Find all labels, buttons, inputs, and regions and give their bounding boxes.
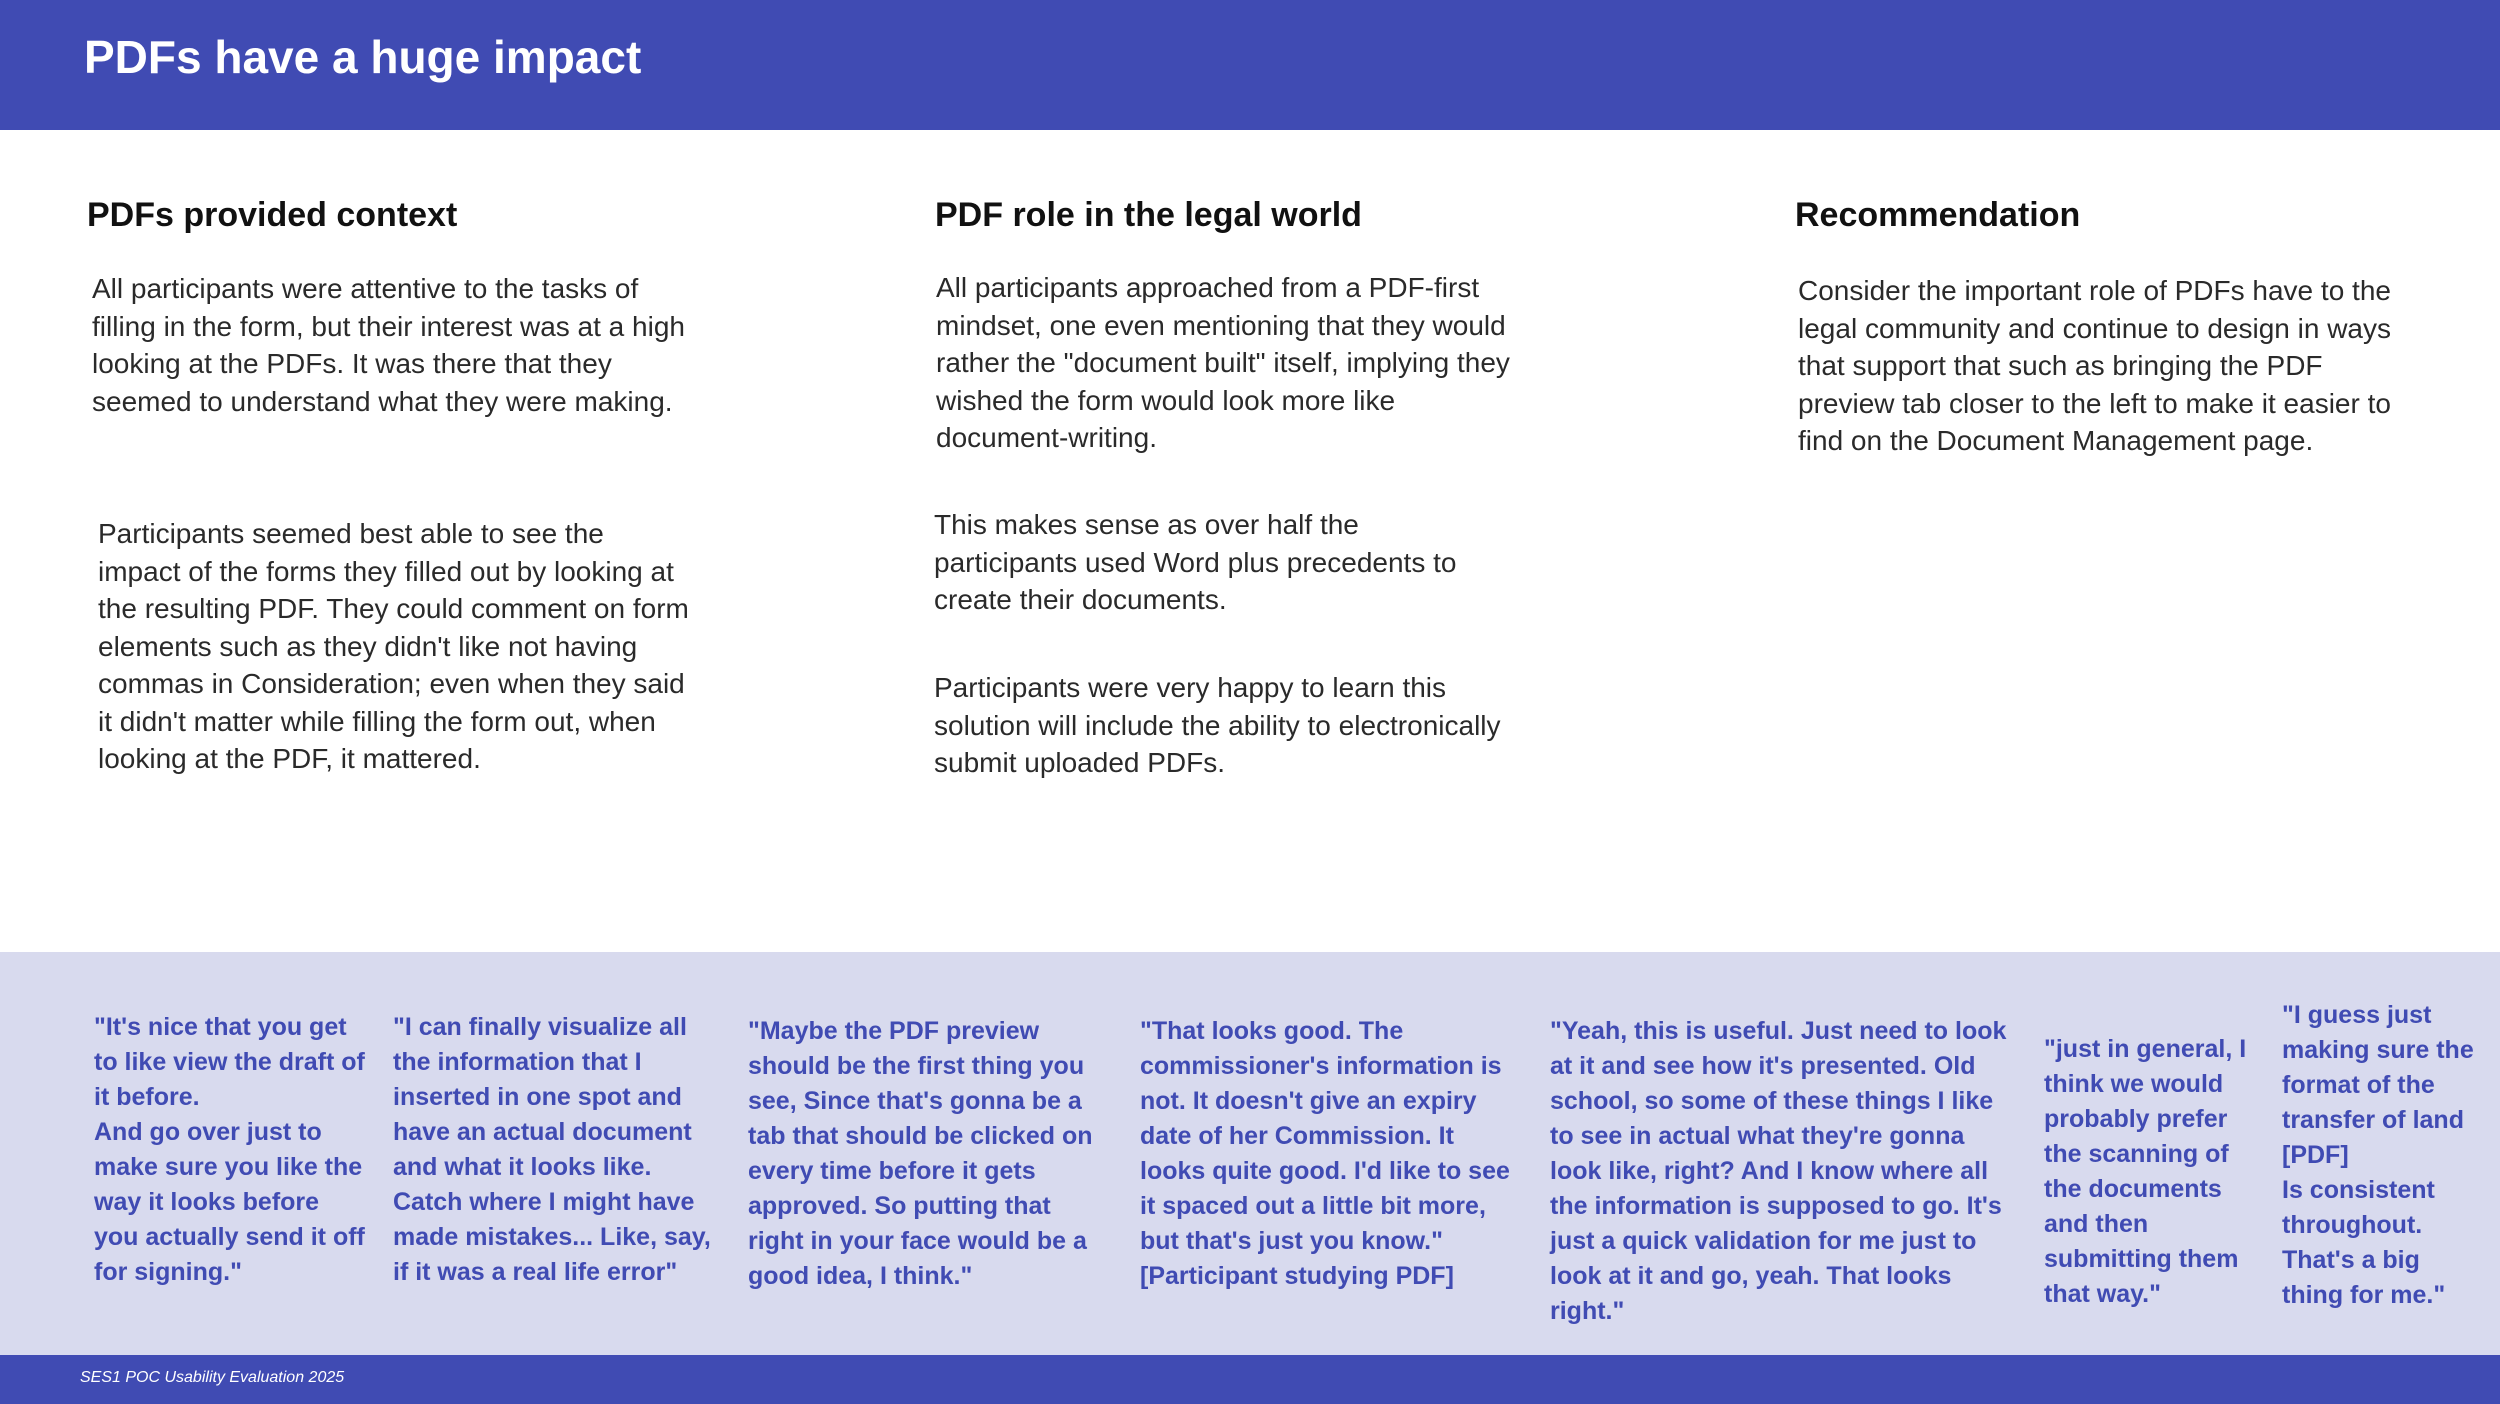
participant-quote: "It's nice that you get to like view the draft of it before. And go over just to make sure you like the way it looks before you actually send it off for signing." xyxy=(94,1013,365,1286)
column-heading-pdfs-context: PDFs provided context xyxy=(87,196,458,234)
participant-quote: "I can finally visualize all the information that I inserted in one spot and have an actual document and what it looks like. Catch where I might have made mistakes... Like, say, if it was a real life error" xyxy=(393,1013,711,1286)
recommendation-paragraph: Consider the important role of PDFs have to the legal community and continue to design in ways that support that such as bringing the PDF preview tab closer to the left to make it easier to find on the Document Management page. xyxy=(1798,275,2392,456)
column-paragraph: This makes sense as over half the participants used Word plus precedents to create their documents. xyxy=(934,509,1457,615)
column-paragraph: All participants were attentive to the tasks of filling in the form, but their interest was at a high looking at the PDFs. It was there that they seemed to understand what they were making. xyxy=(92,273,685,417)
header-bar xyxy=(0,0,2500,130)
column-paragraph: Participants were very happy to learn this solution will include the ability to electronically submit uploaded PDFs. xyxy=(934,672,1501,778)
footer-bar xyxy=(0,1355,2500,1404)
participant-quote: "Yeah, this is useful. Just need to look at it and see how it's presented. Old school, so some of these things I like to see in actual what they're gonna look like, right? And I know where all the information is supposed to go. It's just a quick validation for me just to look at it and go, yeah. That looks right." xyxy=(1550,1017,2007,1325)
participant-quote: "I guess just making sure the format of the transfer of land [PDF] Is consistent throughout. That's a big thing for me." xyxy=(2282,1001,2474,1309)
participant-quote: "Maybe the PDF preview should be the first thing you see, Since that's gonna be a tab that should be clicked on every time before it gets approved. So putting that right in your face would be a good idea, I think." xyxy=(748,1017,1093,1290)
participant-quotes-band xyxy=(0,952,2500,1355)
column-heading-legal-world: PDF role in the legal world xyxy=(935,196,1362,234)
column-paragraph: Participants seemed best able to see the impact of the forms they filled out by looking at the resulting PDF. They could comment on form elements such as they didn't like not having commas in Consideration; even when they said it didn't matter while filling the form out, when looking at the PDF, it mattered. xyxy=(98,518,689,774)
participant-quote: "just in general, I think we would probably prefer the scanning of the documents and then submitting them that way." xyxy=(2044,1035,2247,1308)
page-title: PDFs have a huge impact xyxy=(84,31,642,83)
footer-caption: SES1 POC Usability Evaluation 2025 xyxy=(80,1369,345,1386)
column-paragraph: All participants approached from a PDF-first mindset, one even mentioning that they would rather the "document built" itself, implying they wished the form would look more like document-writing. xyxy=(936,272,1510,453)
column-heading-recommendation: Recommendation xyxy=(1795,196,2081,234)
participant-quote: "That looks good. The commissioner's information is not. It doesn't give an expiry date of her Commission. It looks quite good. I'd like to see it spaced out a little bit more, but that's just you know." [Participant studying PDF] xyxy=(1140,1017,1510,1290)
